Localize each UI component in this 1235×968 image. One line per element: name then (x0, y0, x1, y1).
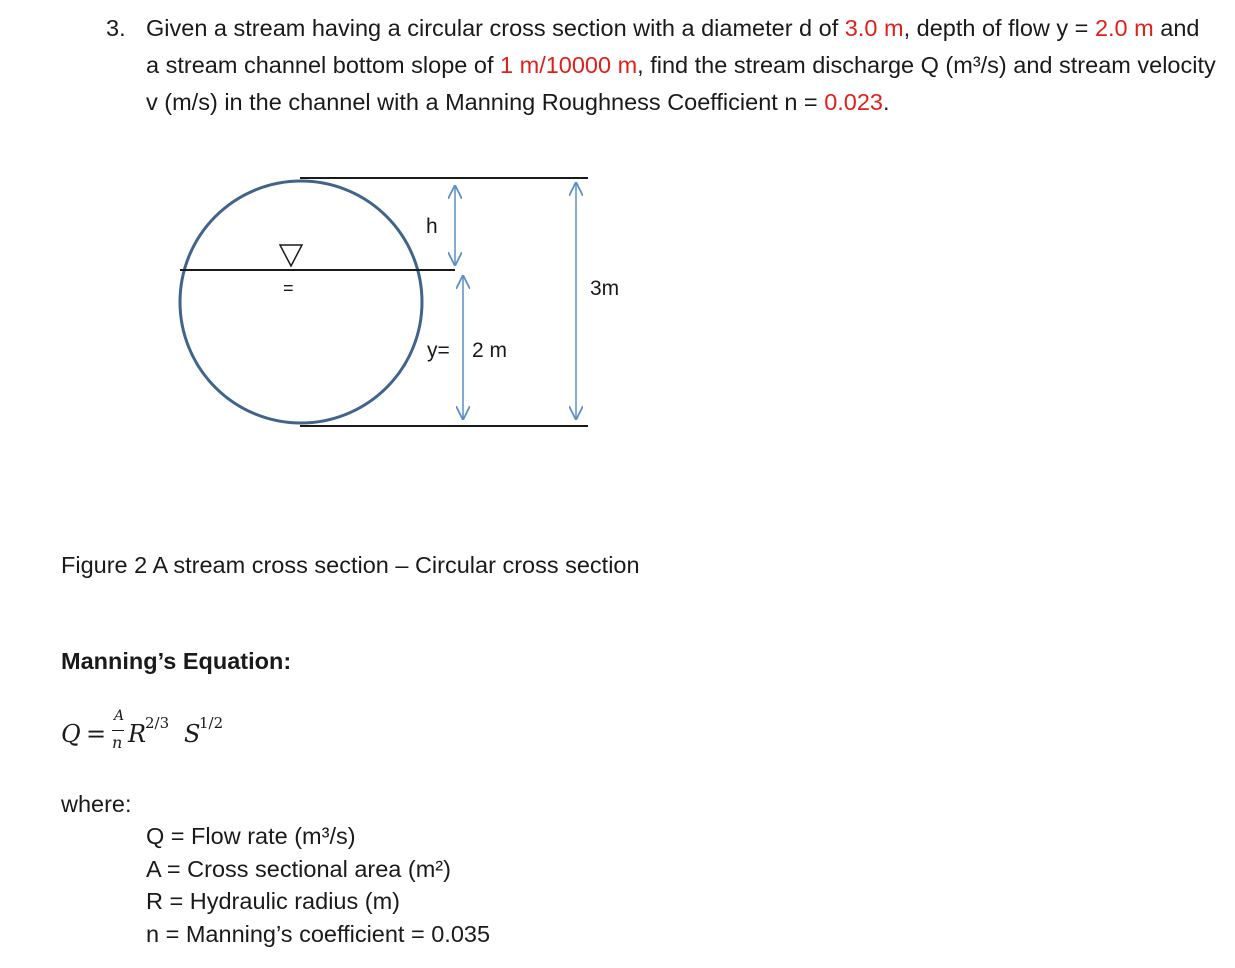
variable-definitions (146, 820, 490, 950)
water-level-mark: = (283, 278, 294, 298)
def-q: Q = Flow rate (m³/s) (146, 823, 356, 849)
def-r: R = Hydraulic radius (m) (146, 888, 400, 914)
eq-s: S (184, 720, 201, 748)
label-h: h (426, 215, 438, 238)
label-y: y= (427, 339, 450, 362)
where-label: where: (61, 791, 132, 817)
diameter-value: 3.0 m (844, 15, 904, 41)
problem-text-3: and a stream channel bottom slope of (146, 15, 1200, 78)
pipe-circle (180, 181, 422, 423)
manning-equation (61, 704, 321, 760)
eq-r: R (128, 720, 147, 748)
figure-caption: Figure 2 A stream cross section – Circular cross section (61, 552, 640, 578)
problem-text-5: . (883, 89, 890, 115)
manning-heading: Manning’s Equation: (61, 648, 292, 674)
depth-value: 2.0 m (1094, 15, 1154, 41)
water-level-triangle (280, 245, 302, 266)
problem-text-4: , find the stream discharge Q (m³/s) and stream velocity v (m/s) in the channel with a Manning Roughness Coefficient n = (146, 52, 1216, 115)
def-a: A = Cross sectional area (m²) (146, 855, 451, 882)
def-n: n = Manning’s coefficient = 0.035 (146, 920, 491, 947)
label-3m: 3m (590, 277, 620, 300)
problem-text-2: , depth of flow y = (903, 15, 1095, 41)
problem-number: 3. (106, 15, 126, 41)
eq-r-exponent: 2/3 (145, 714, 170, 732)
eq-s-exponent: 1/2 (199, 714, 224, 732)
slope-value: 1 m/10000 m (500, 52, 638, 78)
eq-q: Q (61, 720, 81, 748)
eq-frac-numerator: A (114, 708, 125, 724)
label-2m: 2 m (472, 339, 508, 362)
eq-frac-denominator: n (112, 733, 123, 752)
eq-frac-line (112, 730, 124, 731)
problem-text-1: Given a stream having a circular cross section with a diameter d of (146, 15, 845, 41)
eq-equals: = (86, 720, 107, 748)
roughness-value: 0.023 (824, 89, 883, 115)
